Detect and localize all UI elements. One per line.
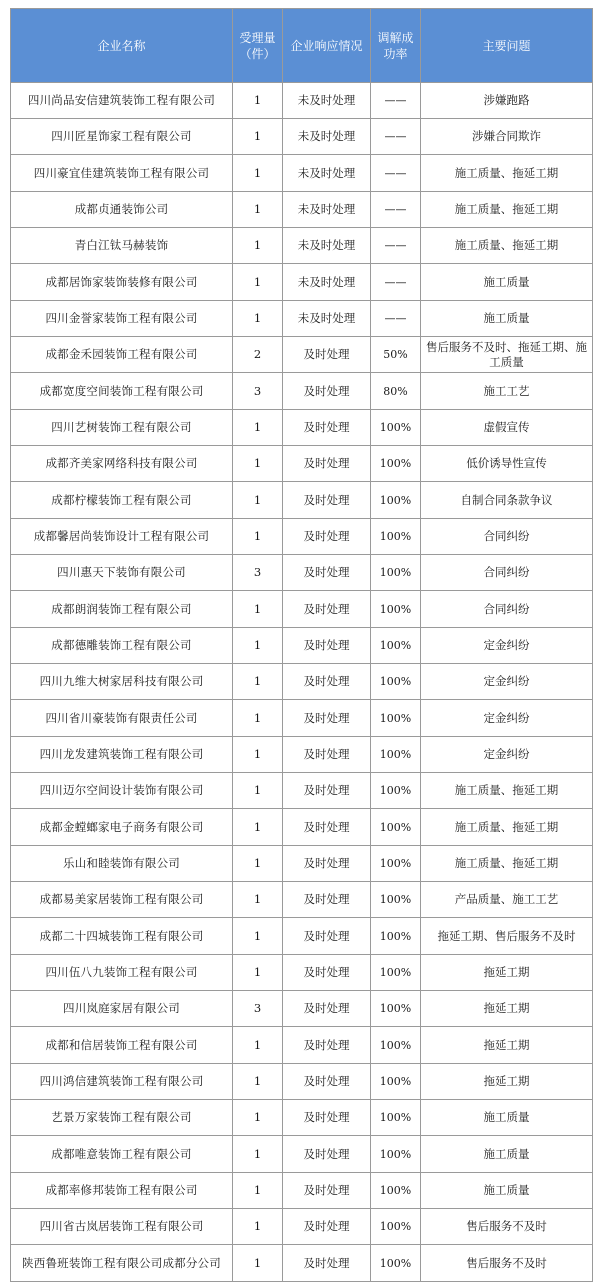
cell-rate: 100% xyxy=(371,1136,421,1173)
cell-issue: 低价诱导性宣传 xyxy=(421,446,593,482)
table-row xyxy=(11,700,593,737)
cell-issue: 施工质量、拖延工期 xyxy=(421,773,593,809)
cell-company: 成都易美家居装饰工程有限公司 xyxy=(11,882,233,918)
table-row xyxy=(11,846,593,882)
cell-response: 未及时处理 xyxy=(283,228,371,264)
table-row xyxy=(11,1136,593,1173)
cell-count: 1 xyxy=(233,591,283,628)
cell-company: 四川龙发建筑装饰工程有限公司 xyxy=(11,737,233,773)
table-row xyxy=(11,264,593,301)
cell-response: 及时处理 xyxy=(283,1064,371,1100)
cell-issue: 定金纠纷 xyxy=(421,628,593,664)
cell-rate: 100% xyxy=(371,918,421,955)
cell-rate: 100% xyxy=(371,482,421,519)
header-issue: 主要问题 xyxy=(421,9,593,83)
cell-company: 四川豪宜佳建筑装饰工程有限公司 xyxy=(11,155,233,192)
cell-rate: 100% xyxy=(371,1209,421,1245)
cell-count: 3 xyxy=(233,555,283,591)
cell-company: 成都金螳螂家电子商务有限公司 xyxy=(11,809,233,846)
cell-issue: 售后服务不及时 xyxy=(421,1209,593,1245)
cell-count: 1 xyxy=(233,846,283,882)
cell-company: 四川金誉家装饰工程有限公司 xyxy=(11,301,233,337)
cell-rate: 80% xyxy=(371,373,421,410)
cell-response: 及时处理 xyxy=(283,519,371,555)
cell-issue: 施工质量、拖延工期 xyxy=(421,155,593,192)
cell-count: 1 xyxy=(233,1027,283,1064)
cell-count: 1 xyxy=(233,1100,283,1136)
cell-count: 1 xyxy=(233,773,283,809)
cell-response: 未及时处理 xyxy=(283,192,371,228)
cell-issue: 定金纠纷 xyxy=(421,737,593,773)
cell-issue: 合同纠纷 xyxy=(421,519,593,555)
cell-issue: 施工质量 xyxy=(421,1173,593,1209)
complaint-table xyxy=(10,8,593,1282)
cell-count: 1 xyxy=(233,1245,283,1282)
cell-count: 1 xyxy=(233,519,283,555)
cell-response: 及时处理 xyxy=(283,809,371,846)
cell-rate: 100% xyxy=(371,991,421,1027)
cell-response: 及时处理 xyxy=(283,1027,371,1064)
cell-rate: 100% xyxy=(371,628,421,664)
cell-count: 1 xyxy=(233,264,283,301)
cell-response: 及时处理 xyxy=(283,773,371,809)
table-row xyxy=(11,628,593,664)
table-row xyxy=(11,119,593,155)
cell-company: 四川艺树装饰工程有限公司 xyxy=(11,410,233,446)
cell-issue: 售后服务不及时、拖延工期、施工质量 xyxy=(421,337,593,373)
cell-count: 1 xyxy=(233,882,283,918)
cell-response: 未及时处理 xyxy=(283,83,371,119)
cell-issue: 施工质量 xyxy=(421,1100,593,1136)
cell-response: 及时处理 xyxy=(283,1100,371,1136)
cell-response: 及时处理 xyxy=(283,1209,371,1245)
cell-issue: 拖延工期、售后服务不及时 xyxy=(421,918,593,955)
cell-issue: 拖延工期 xyxy=(421,991,593,1027)
cell-rate: —— xyxy=(371,83,421,119)
cell-company: 四川九维大树家居科技有限公司 xyxy=(11,664,233,700)
cell-issue: 产品质量、施工工艺 xyxy=(421,882,593,918)
cell-rate: 100% xyxy=(371,773,421,809)
table-row xyxy=(11,1245,593,1282)
complaint-table-container xyxy=(10,8,592,1282)
cell-rate: —— xyxy=(371,228,421,264)
header-response: 企业响应情况 xyxy=(283,9,371,83)
cell-company: 成都金禾园装饰工程有限公司 xyxy=(11,337,233,373)
cell-count: 1 xyxy=(233,737,283,773)
cell-company: 四川岚庭家居有限公司 xyxy=(11,991,233,1027)
cell-response: 及时处理 xyxy=(283,628,371,664)
cell-company: 乐山和睦装饰有限公司 xyxy=(11,846,233,882)
cell-count: 3 xyxy=(233,373,283,410)
table-row xyxy=(11,809,593,846)
table-row xyxy=(11,1209,593,1245)
table-row xyxy=(11,482,593,519)
cell-response: 及时处理 xyxy=(283,555,371,591)
cell-issue: 施工质量、拖延工期 xyxy=(421,809,593,846)
cell-company: 艺景万家装饰工程有限公司 xyxy=(11,1100,233,1136)
cell-rate: 100% xyxy=(371,1173,421,1209)
cell-count: 1 xyxy=(233,228,283,264)
cell-count: 1 xyxy=(233,700,283,737)
cell-rate: 100% xyxy=(371,1027,421,1064)
cell-response: 及时处理 xyxy=(283,918,371,955)
cell-rate: 100% xyxy=(371,446,421,482)
cell-count: 1 xyxy=(233,119,283,155)
table-row xyxy=(11,1173,593,1209)
cell-company: 四川省古岚居装饰工程有限公司 xyxy=(11,1209,233,1245)
cell-issue: 售后服务不及时 xyxy=(421,1245,593,1282)
cell-company: 四川省川豪装饰有限责任公司 xyxy=(11,700,233,737)
table-row xyxy=(11,373,593,410)
cell-company: 四川惠天下装饰有限公司 xyxy=(11,555,233,591)
header-rate: 调解成功率 xyxy=(371,9,421,83)
cell-rate: 100% xyxy=(371,882,421,918)
cell-company: 成都齐美家网络科技有限公司 xyxy=(11,446,233,482)
table-row xyxy=(11,446,593,482)
cell-issue: 合同纠纷 xyxy=(421,555,593,591)
cell-count: 3 xyxy=(233,991,283,1027)
cell-company: 成都率修邦装饰工程有限公司 xyxy=(11,1173,233,1209)
cell-issue: 虚假宣传 xyxy=(421,410,593,446)
cell-company: 青白江钛马赫装饰 xyxy=(11,228,233,264)
cell-response: 及时处理 xyxy=(283,591,371,628)
cell-response: 及时处理 xyxy=(283,846,371,882)
cell-response: 及时处理 xyxy=(283,373,371,410)
cell-company: 四川尚品安信建筑装饰工程有限公司 xyxy=(11,83,233,119)
table-row xyxy=(11,664,593,700)
cell-count: 1 xyxy=(233,1173,283,1209)
table-row xyxy=(11,519,593,555)
cell-issue: 施工质量 xyxy=(421,1136,593,1173)
cell-rate: 100% xyxy=(371,591,421,628)
table-row xyxy=(11,301,593,337)
cell-company: 成都柠檬装饰工程有限公司 xyxy=(11,482,233,519)
cell-company: 四川鸿信建筑装饰工程有限公司 xyxy=(11,1064,233,1100)
cell-rate: 100% xyxy=(371,1245,421,1282)
cell-response: 及时处理 xyxy=(283,955,371,991)
cell-count: 1 xyxy=(233,955,283,991)
cell-company: 成都德雕装饰工程有限公司 xyxy=(11,628,233,664)
cell-issue: 拖延工期 xyxy=(421,1027,593,1064)
cell-company: 四川匠星饰家工程有限公司 xyxy=(11,119,233,155)
cell-rate: 100% xyxy=(371,1100,421,1136)
cell-company: 成都和信居装饰工程有限公司 xyxy=(11,1027,233,1064)
table-row xyxy=(11,773,593,809)
cell-issue: 定金纠纷 xyxy=(421,700,593,737)
cell-rate: 100% xyxy=(371,519,421,555)
table-row xyxy=(11,155,593,192)
cell-rate: —— xyxy=(371,192,421,228)
cell-company: 成都唯意装饰工程有限公司 xyxy=(11,1136,233,1173)
table-body xyxy=(11,83,593,1282)
header-row xyxy=(11,9,593,83)
table-row xyxy=(11,1027,593,1064)
cell-count: 2 xyxy=(233,337,283,373)
cell-rate: 50% xyxy=(371,337,421,373)
cell-issue: 拖延工期 xyxy=(421,1064,593,1100)
cell-response: 及时处理 xyxy=(283,991,371,1027)
cell-company: 成都朗润装饰工程有限公司 xyxy=(11,591,233,628)
cell-response: 未及时处理 xyxy=(283,155,371,192)
cell-count: 1 xyxy=(233,446,283,482)
cell-response: 及时处理 xyxy=(283,882,371,918)
table-row xyxy=(11,410,593,446)
cell-issue: 施工质量 xyxy=(421,301,593,337)
table-row xyxy=(11,991,593,1027)
cell-response: 及时处理 xyxy=(283,1245,371,1282)
cell-issue: 施工质量、拖延工期 xyxy=(421,192,593,228)
cell-issue: 施工质量 xyxy=(421,264,593,301)
cell-count: 1 xyxy=(233,482,283,519)
cell-rate: 100% xyxy=(371,846,421,882)
cell-count: 1 xyxy=(233,918,283,955)
cell-response: 及时处理 xyxy=(283,1136,371,1173)
cell-issue: 涉嫌合同欺诈 xyxy=(421,119,593,155)
cell-response: 及时处理 xyxy=(283,410,371,446)
cell-rate: —— xyxy=(371,155,421,192)
cell-company: 成都居饰家装饰装修有限公司 xyxy=(11,264,233,301)
cell-rate: 100% xyxy=(371,1064,421,1100)
cell-response: 及时处理 xyxy=(283,737,371,773)
table-row xyxy=(11,591,593,628)
table-row xyxy=(11,918,593,955)
cell-response: 及时处理 xyxy=(283,700,371,737)
cell-response: 及时处理 xyxy=(283,446,371,482)
cell-response: 及时处理 xyxy=(283,482,371,519)
cell-company: 四川伍八九装饰工程有限公司 xyxy=(11,955,233,991)
cell-count: 1 xyxy=(233,410,283,446)
table-row xyxy=(11,737,593,773)
cell-response: 及时处理 xyxy=(283,664,371,700)
table-row xyxy=(11,1100,593,1136)
cell-response: 未及时处理 xyxy=(283,264,371,301)
cell-rate: 100% xyxy=(371,555,421,591)
table-row xyxy=(11,337,593,373)
cell-issue: 合同纠纷 xyxy=(421,591,593,628)
cell-issue: 拖延工期 xyxy=(421,955,593,991)
cell-issue: 施工质量、拖延工期 xyxy=(421,846,593,882)
cell-response: 及时处理 xyxy=(283,337,371,373)
cell-count: 1 xyxy=(233,192,283,228)
cell-count: 1 xyxy=(233,664,283,700)
cell-issue: 定金纠纷 xyxy=(421,664,593,700)
cell-count: 1 xyxy=(233,83,283,119)
table-row xyxy=(11,882,593,918)
table-row xyxy=(11,192,593,228)
table-header xyxy=(11,9,593,83)
cell-rate: 100% xyxy=(371,410,421,446)
cell-count: 1 xyxy=(233,301,283,337)
cell-rate: 100% xyxy=(371,955,421,991)
cell-rate: 100% xyxy=(371,809,421,846)
table-row xyxy=(11,955,593,991)
cell-count: 1 xyxy=(233,809,283,846)
cell-company: 四川迈尔空间设计装饰有限公司 xyxy=(11,773,233,809)
cell-issue: 施工质量、拖延工期 xyxy=(421,228,593,264)
cell-rate: 100% xyxy=(371,700,421,737)
cell-count: 1 xyxy=(233,1209,283,1245)
cell-rate: 100% xyxy=(371,664,421,700)
cell-count: 1 xyxy=(233,628,283,664)
cell-rate: —— xyxy=(371,119,421,155)
cell-rate: 100% xyxy=(371,737,421,773)
cell-company: 陕西鲁班装饰工程有限公司成都分公司 xyxy=(11,1245,233,1282)
cell-response: 未及时处理 xyxy=(283,119,371,155)
cell-issue: 自制合同条款争议 xyxy=(421,482,593,519)
cell-count: 1 xyxy=(233,1064,283,1100)
table-row xyxy=(11,228,593,264)
cell-company: 成都贞通装饰公司 xyxy=(11,192,233,228)
header-company: 企业名称 xyxy=(11,9,233,83)
cell-response: 及时处理 xyxy=(283,1173,371,1209)
table-row xyxy=(11,83,593,119)
cell-response: 未及时处理 xyxy=(283,301,371,337)
cell-issue: 涉嫌跑路 xyxy=(421,83,593,119)
cell-count: 1 xyxy=(233,1136,283,1173)
cell-company: 成都宽度空间装饰工程有限公司 xyxy=(11,373,233,410)
cell-issue: 施工工艺 xyxy=(421,373,593,410)
table-row xyxy=(11,1064,593,1100)
cell-rate: —— xyxy=(371,264,421,301)
cell-rate: —— xyxy=(371,301,421,337)
cell-count: 1 xyxy=(233,155,283,192)
cell-company: 成都二十四城装饰工程有限公司 xyxy=(11,918,233,955)
table-row xyxy=(11,555,593,591)
cell-company: 成都馨居尚装饰设计工程有限公司 xyxy=(11,519,233,555)
header-count: 受理量（件） xyxy=(233,9,283,83)
